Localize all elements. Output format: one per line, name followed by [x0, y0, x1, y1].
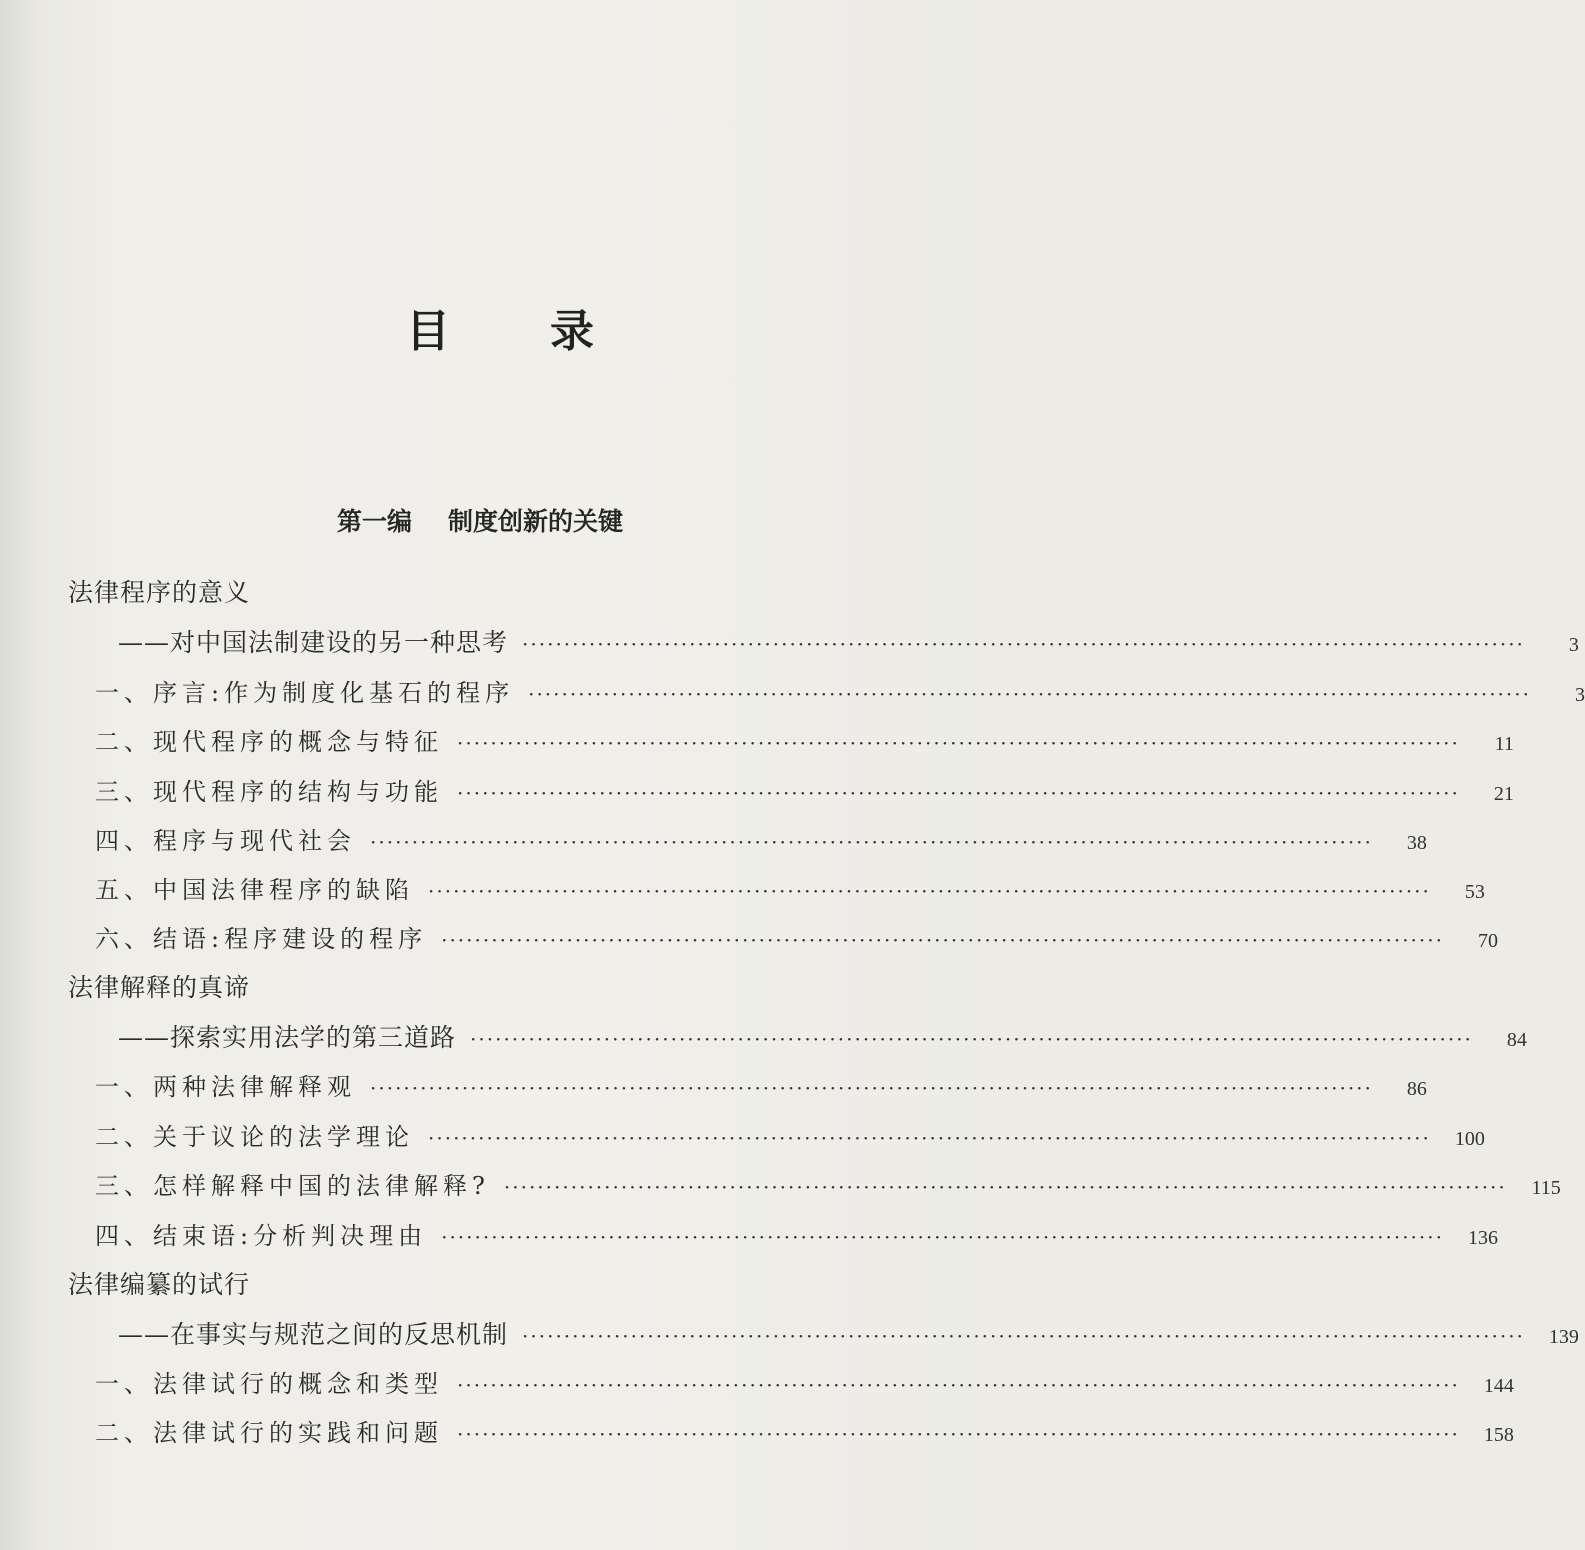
toc-entry-title: ——探索实用法学的第三道路 [118, 1023, 457, 1052]
toc-entry-title: 四、结束语:分析判决理由 [95, 1222, 428, 1250]
toc-section-entry [95, 1219, 1498, 1253]
toc-entry-title: 三、现代程序的结构与功能 [95, 778, 443, 806]
toc-page-number: 21 [1493, 783, 1514, 805]
part-title: 制度创新的关键 [448, 507, 624, 536]
toc-article-subtitle [118, 1021, 1527, 1055]
toc-entry-title: ——在事实与规范之间的反思机制 [118, 1320, 509, 1349]
toc-entry-title: 五、中国法律程序的缺陷 [95, 876, 414, 904]
toc-section-entry [95, 1120, 1485, 1154]
toc-page-number: 158 [1483, 1424, 1514, 1446]
toc-page-number: 3 [1574, 684, 1585, 706]
toc-leader-dots: ························································································································ [457, 781, 1460, 805]
toc-article-subtitle [118, 626, 1579, 660]
toc-leader-dots: ························································································································ [503, 1175, 1507, 1199]
toc-leader-dots: ························································································································ [370, 1076, 1373, 1100]
toc-leader-dots: ························································································································ [457, 1422, 1460, 1446]
toc-page-number: 144 [1483, 1375, 1514, 1397]
toc-entry-title: 法律编纂的试行 [68, 1270, 251, 1299]
toc-leader-dots: ························································································································ [441, 928, 1444, 952]
toc-section-entry [95, 1169, 1561, 1203]
toc-page-number: 139 [1548, 1326, 1579, 1348]
toc-page-number: 100 [1454, 1128, 1485, 1150]
toc-entry-title: 法律解释的真谛 [68, 973, 251, 1002]
toc-article-title [68, 576, 568, 610]
toc-leader-dots: ························································································································ [370, 830, 1373, 854]
toc-leader-dots: ························································································································ [528, 682, 1531, 706]
toc-section-entry [95, 1416, 1514, 1450]
toc-entry-title: 六、结语:程序建设的程序 [95, 925, 428, 953]
toc-page-number: 11 [1494, 733, 1514, 755]
toc-section-entry [95, 725, 1514, 759]
toc-section-entry [95, 824, 1427, 858]
toc-page-number: 136 [1467, 1227, 1498, 1249]
toc-entry-title: 二、关于议论的法学理论 [95, 1123, 414, 1151]
toc-section-entry [95, 922, 1498, 956]
toc-leader-dots: ························································································································ [470, 1027, 1473, 1051]
toc-section-entry [95, 775, 1514, 809]
toc-leader-dots: ························································································································ [428, 879, 1431, 903]
toc-section-entry [95, 676, 1585, 710]
toc-page-number: 84 [1506, 1029, 1527, 1051]
toc-page-number: 70 [1477, 930, 1498, 952]
toc-entry-title: 三、怎样解释中国的法律解释? [95, 1172, 490, 1200]
toc-article-title [68, 971, 568, 1005]
toc-article-title [68, 1268, 568, 1302]
toc-leader-dots: ························································································································ [522, 1324, 1525, 1348]
toc-leader-dots: ························································································································ [428, 1126, 1431, 1150]
toc-page-number: 53 [1464, 881, 1485, 903]
toc-entry-title: 一、法律试行的概念和类型 [95, 1370, 443, 1398]
toc-entry-title: 二、现代程序的概念与特征 [95, 728, 443, 756]
toc-leader-dots: ························································································································ [457, 731, 1460, 755]
toc-leader-dots: ························································································································ [522, 632, 1525, 656]
title-char-2: 录 [550, 306, 594, 357]
toc-page-number: 3 [1568, 634, 1579, 656]
toc-page-number: 115 [1531, 1177, 1561, 1199]
toc-page-number: 38 [1406, 832, 1427, 854]
toc-page-number: 86 [1406, 1078, 1427, 1100]
toc-section-entry [95, 1367, 1514, 1401]
title-char-1: 目 [406, 306, 450, 357]
toc-entry-title: 法律程序的意义 [68, 578, 251, 607]
toc-article-subtitle [118, 1318, 1579, 1352]
toc-entry-title: 一、序言:作为制度化基石的程序 [95, 679, 515, 707]
toc-entry-title: 四、程序与现代社会 [95, 827, 356, 855]
toc-entry-title: 二、法律试行的实践和问题 [95, 1419, 443, 1447]
part-label: 第一编 [336, 507, 412, 536]
toc-section-entry [95, 873, 1485, 907]
toc-entry-title: 一、两种法律解释观 [95, 1073, 356, 1101]
toc-leader-dots: ························································································································ [457, 1373, 1460, 1397]
toc-entry-title: ——对中国法制建设的另一种思考 [118, 628, 509, 657]
toc-section-entry [95, 1070, 1427, 1104]
toc-leader-dots: ························································································································ [441, 1225, 1444, 1249]
